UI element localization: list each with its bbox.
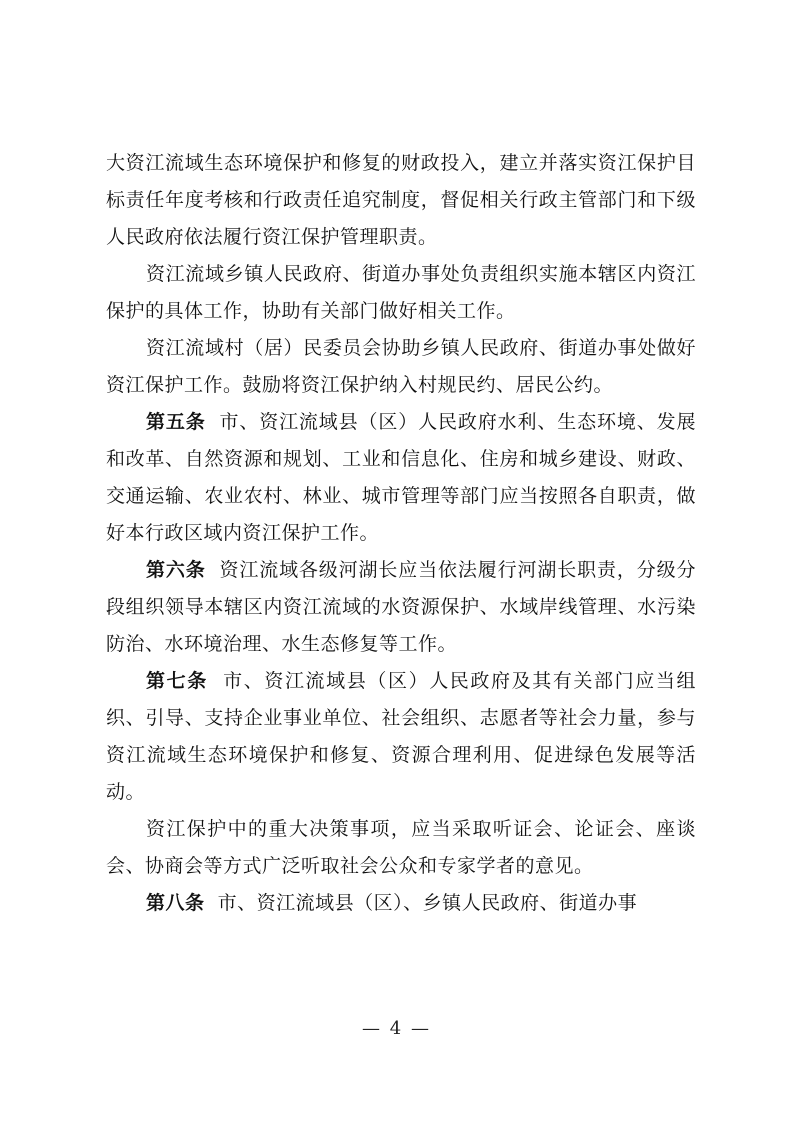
article-7 (106, 663, 696, 811)
paragraph-text: 资江保护中的重大决策事项，应当采取听证会、论证会、座谈会、协商会等方式广泛听取社会公众和专家学者的意见。 (106, 818, 696, 877)
article-label: 第五条 (146, 411, 206, 433)
article-8 (106, 885, 696, 922)
paragraph-text: 资江流域村（居）民委员会协助乡镇人民政府、街道办事处做好资江保护工作。鼓励将资江保护纳入村规民约、居民公约。 (106, 337, 696, 396)
article-label: 第七条 (146, 670, 208, 692)
paragraph-3 (106, 330, 696, 404)
paragraph-text: 大资江流域生态环境保护和修复的财政投入，建立并落实资江保护目标责任年度考核和行政责任追究制度，督促相关行政主管部门和下级人民政府依法履行资江保护管理职责。 (106, 152, 696, 248)
article-label: 第八条 (146, 892, 205, 914)
article-6 (106, 552, 696, 663)
page-number: — 4 — (362, 1018, 431, 1039)
paragraph-7 (106, 811, 696, 885)
document-body (106, 145, 696, 922)
paragraph-text: 资江流域乡镇人民政府、街道办事处负责组织实施本辖区内资江保护的具体工作，协助有关部门做好相关工作。 (106, 263, 696, 322)
article-text: 市、资江流域县（区）人民政府及其有关部门应当组织、引导、支持企业事业单位、社会组织、志愿者等社会力量，参与资江流域生态环境保护和修复、资源合理利用、促进绿色发展等活动。 (106, 670, 696, 803)
article-text: 资江流域各级河湖长应当依法履行河湖长职责，分级分段组织领导本辖区内资江流域的水资源保护、水域岸线管理、水污染防治、水环境治理、水生态修复等工作。 (106, 559, 696, 655)
article-text: 市、资江流域县（区）人民政府水利、生态环境、发展和改革、自然资源和规划、工业和信息化、住房和城乡建设、财政、交通运输、农业农村、林业、城市管理等部门应当按照各自职责，做好本行政区域内资江保护工作。 (106, 411, 696, 544)
article-label: 第六条 (146, 559, 206, 581)
article-5 (106, 404, 696, 552)
paragraph-2 (106, 256, 696, 330)
paragraph-1 (106, 145, 696, 256)
article-text: 市、资江流域县（区）、乡镇人民政府、街道办事 (217, 892, 638, 914)
